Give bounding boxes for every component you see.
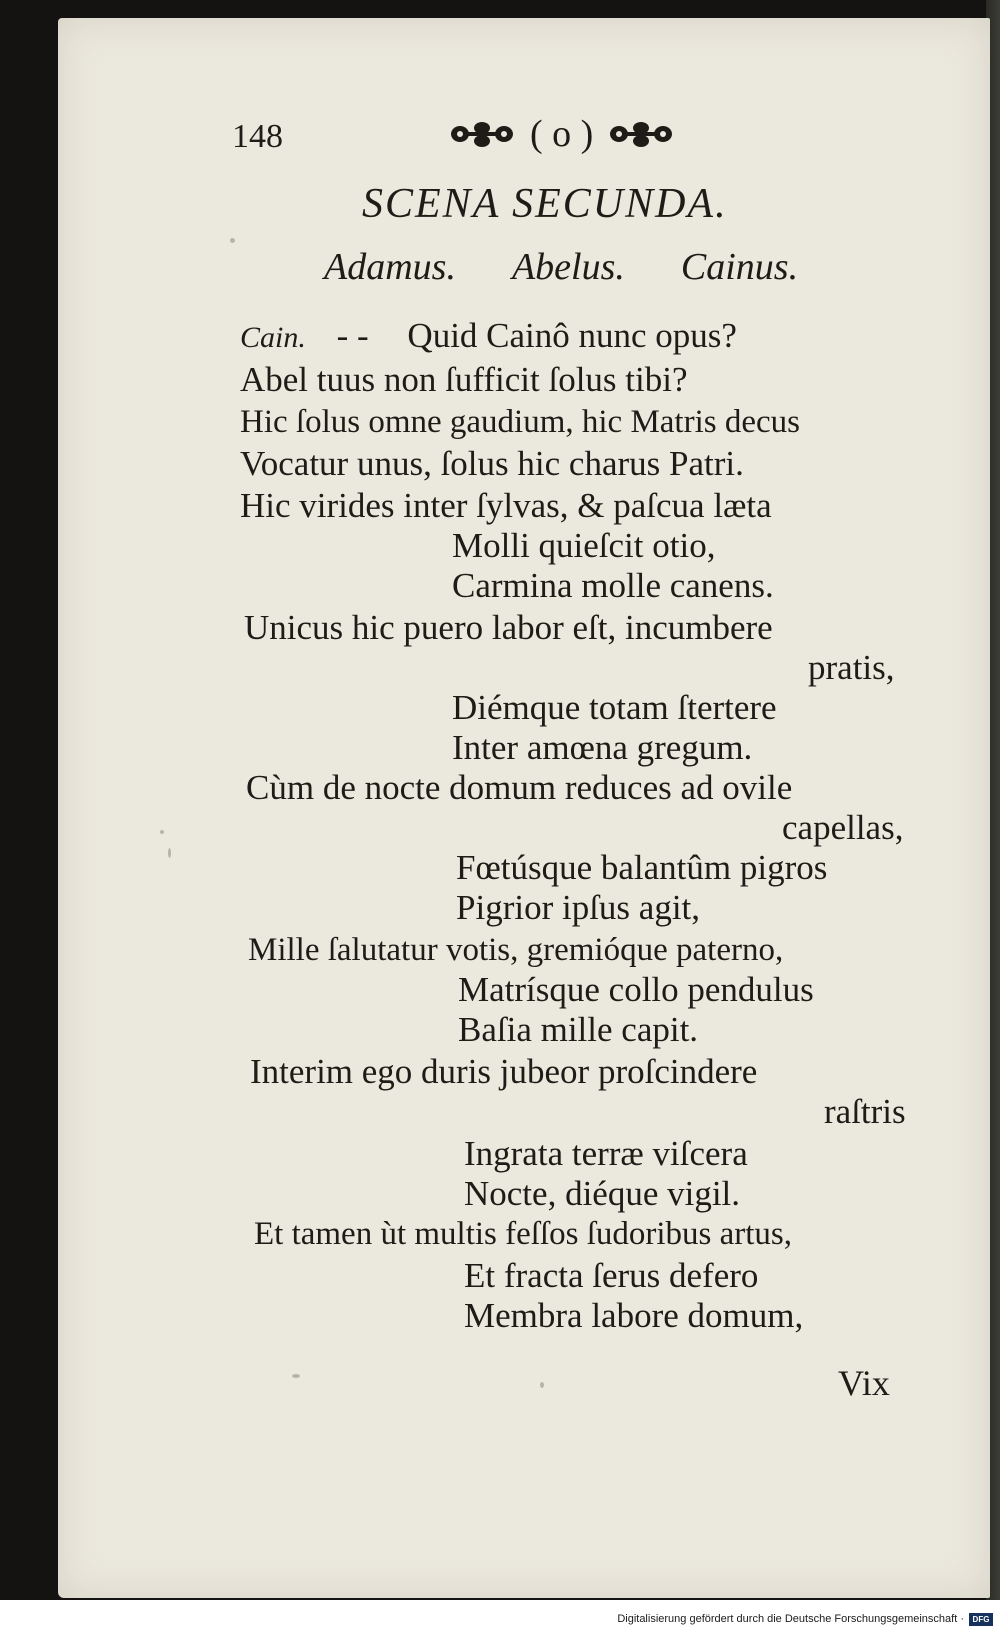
page-number: 148 (232, 118, 283, 155)
verse-line: Unicus hic puero labor eſt, incumbere (244, 608, 773, 647)
verse-line: Diémque totam ſtertere (452, 688, 777, 727)
speaker-name: Cain. (240, 321, 306, 354)
verse-line: Mille ſalutatur votis, gremióque paterno, (248, 932, 784, 968)
dfg-logo-icon: DFG (969, 1613, 993, 1626)
character-name: Cainus. (680, 246, 799, 288)
verse-line: Et tamen ùt multis feſſos ſudoribus artus, (254, 1216, 793, 1252)
verse-line: Inter amœna gregum. (452, 728, 753, 767)
catchword: Vix (838, 1363, 890, 1403)
verse-line: Pigrior ipſus agit, (456, 888, 701, 927)
verse-line: Et fracta ſerus defero (464, 1256, 759, 1295)
verse-line: raſtris (824, 1092, 906, 1131)
scene-title: SCENA SECUNDA. (362, 181, 728, 227)
footer-credit: Digitalisierung gefördert durch die Deutsche Forschungsgemeinschaft · (617, 1613, 964, 1625)
verse-line: capellas, (782, 808, 904, 847)
verse-line: Hic ſolus omne gaudium, hic Matris decus (240, 404, 800, 440)
paper-speck (230, 238, 235, 243)
ornament-left-icon (448, 116, 516, 152)
verse-line: Nocte, diéque vigil. (464, 1174, 741, 1213)
verse-line: pratis, (808, 648, 895, 687)
running-header (448, 112, 675, 156)
verse-line: Vocatur unus, ſolus hic charus Patri. (240, 444, 744, 483)
verse-line: Hic virides inter ſylvas, & paſcua læta (240, 486, 772, 525)
verse-line: Carmina molle canens. (452, 566, 774, 605)
verse-line: Cùm de nocte domum reduces ad ovile (246, 768, 793, 807)
paper-speck (540, 1382, 544, 1388)
verse-line: Matrísque collo pendulus (458, 970, 814, 1009)
verse-line: Ingrata terræ viſcera (464, 1134, 748, 1173)
character-name: Abelus. (511, 246, 625, 288)
character-name: Adamus. (324, 246, 456, 288)
verse-line: Membra labore domum, (464, 1296, 804, 1335)
verse-line: Interim ego duris jubeor proſcindere (250, 1052, 758, 1091)
paper-speck (292, 1374, 300, 1378)
character-list (324, 245, 798, 289)
speech-heading (240, 316, 737, 358)
verse-line: Quid Cainô nunc opus? (407, 316, 737, 355)
header-center-mark: ( o ) (530, 113, 594, 155)
paper-speck (160, 830, 164, 834)
verse-line: Fœtúsque balantûm pigros (456, 848, 828, 887)
verse-line: Molli quieſcit otio, (452, 526, 716, 565)
verse-line: Abel tuus non ſufficit ſolus tibi? (240, 360, 688, 399)
paper-speck (168, 848, 171, 858)
ornament-right-icon (607, 116, 675, 152)
verse-line: Baſia mille capit. (458, 1010, 699, 1049)
speaker-dashes: - - (336, 316, 369, 355)
footer-bar (0, 1600, 1000, 1632)
